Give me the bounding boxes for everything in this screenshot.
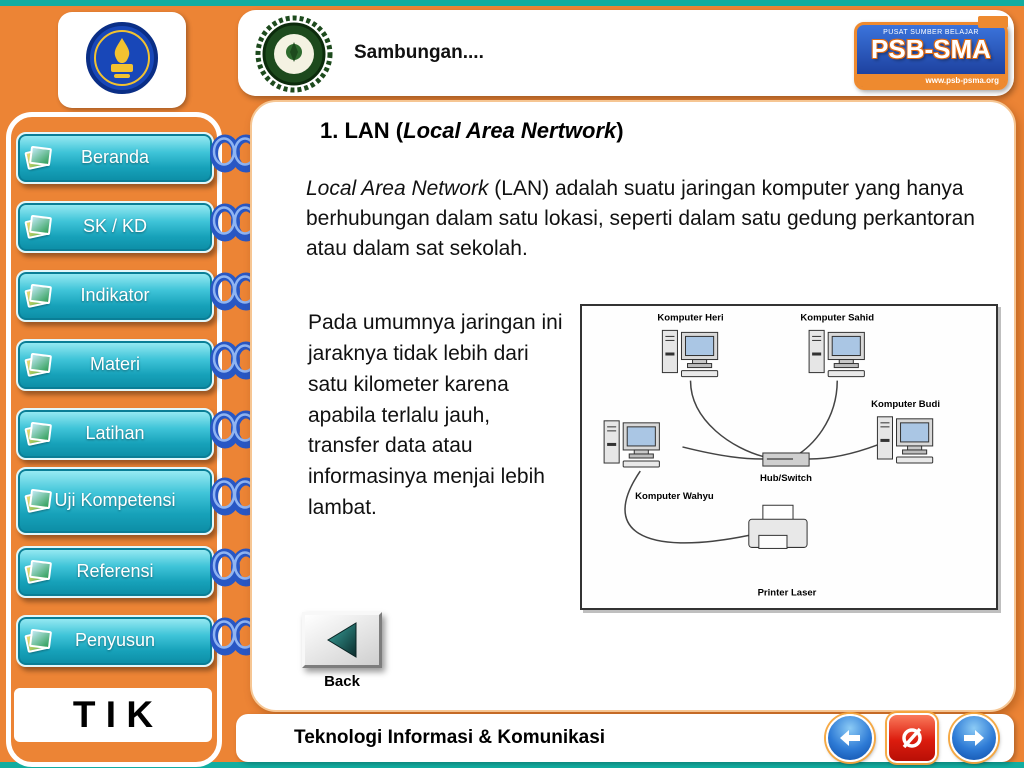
- sidebar-row: [16, 467, 266, 531]
- back-arrow-icon: [324, 620, 360, 660]
- sidebar-item-indikator[interactable]: [16, 270, 214, 322]
- sidebar-item-label: Materi: [89, 354, 140, 375]
- back-button[interactable]: [302, 612, 382, 668]
- sidebar-footer-tik: [14, 688, 212, 742]
- sidebar-row: [16, 201, 266, 249]
- sidebar-row: [16, 270, 266, 318]
- title-italic: Local Area Nertwork: [403, 118, 617, 143]
- diagram-label-printer: Printer Laser: [757, 587, 817, 599]
- photos-stack-icon: [25, 561, 51, 583]
- computer-icon: [809, 330, 864, 376]
- power-off-icon: [898, 726, 926, 750]
- psb-badge-url: www.psb-psma.org: [857, 74, 1005, 87]
- computer-icon: [604, 421, 659, 467]
- sidebar-item-sk-kd[interactable]: [16, 201, 214, 253]
- header-bar: [238, 10, 1014, 96]
- sidebar-item-penyusun[interactable]: [16, 615, 214, 667]
- sidebar-item-label: Uji Kompetensi: [54, 490, 176, 511]
- sidebar-item-latihan[interactable]: [16, 408, 214, 460]
- intro-paragraph: [306, 174, 1008, 263]
- sidebar-row: [16, 132, 266, 180]
- back-control: [300, 612, 384, 690]
- slide-nav: [826, 713, 998, 763]
- title-suffix: ): [616, 118, 624, 143]
- sidebar-item-beranda[interactable]: [16, 132, 214, 184]
- body-paragraph: Pada umumnya jaringan ini jaraknya tidak lebih dari satu kilometer karena apabila terlalu jauh, transfer data atau informasinya menjai lebih lambat.: [308, 311, 563, 520]
- tut-wuri-handayani-logo-icon: [80, 16, 164, 105]
- sidebar-item-referensi[interactable]: [16, 546, 214, 598]
- exit-button[interactable]: [887, 713, 937, 763]
- photos-stack-icon: [25, 147, 51, 169]
- page-title: [320, 118, 624, 144]
- sidebar-row: [16, 546, 266, 594]
- tik-label: T I K: [72, 694, 154, 735]
- sidebar-row: [16, 615, 266, 663]
- school-crest-logo-icon: [254, 14, 334, 99]
- photos-stack-icon: [25, 354, 51, 376]
- sidebar-item-label: Beranda: [80, 147, 150, 168]
- sidebar-row: [16, 339, 266, 387]
- arrow-right-icon: [961, 728, 987, 748]
- ministry-logo-panel: [58, 12, 186, 108]
- computer-icon: [877, 417, 932, 463]
- sidebar-item-label: Indikator: [80, 285, 150, 306]
- sidebar-item-uji-kompetensi[interactable]: [16, 467, 214, 535]
- footer-bar: [236, 714, 1014, 762]
- psb-badge-line1: PUSAT SUMBER BELAJAR: [883, 29, 979, 36]
- top-edge-strip: [0, 0, 1024, 6]
- psb-badge-name: PSB-SMA: [871, 34, 991, 64]
- psb-sma-badge: [854, 22, 1008, 90]
- psb-badge-tab: [978, 16, 1008, 28]
- printer-icon: [749, 505, 807, 548]
- photos-stack-icon: [25, 423, 51, 445]
- sidebar-item-label: SK / KD: [82, 216, 148, 237]
- photos-stack-icon: [25, 285, 51, 307]
- content-panel: [250, 100, 1016, 712]
- lan-network-diagram: [580, 304, 998, 610]
- diagram-label-computer-budi: Komputer Budi: [871, 398, 940, 410]
- slide-subtitle: Sambungan....: [354, 42, 484, 63]
- diagram-label-computer-sahid: Komputer Sahid: [800, 312, 875, 324]
- sidebar-item-label: Referensi: [76, 561, 154, 582]
- paragraph1-italic-lead: Local Area Network: [306, 177, 489, 200]
- diagram-label-computer-wahyu: Komputer Wahyu: [635, 491, 714, 503]
- arrow-left-icon: [837, 728, 863, 748]
- photos-stack-icon: [25, 630, 51, 652]
- lan-diagram-svg: [582, 306, 996, 608]
- paragraph1-rest: (LAN) adalah suatu jaringan komputer yang hanya berhubungan dalam satu lokasi, seperti dalam satu gedung perkantoran atau dalam sat sekolah.: [306, 177, 975, 260]
- computer-icon: [662, 330, 717, 376]
- sidebar-item-materi[interactable]: [16, 339, 214, 391]
- sidebar-item-label: Penyusun: [74, 630, 156, 651]
- photos-stack-icon: [25, 490, 51, 512]
- sidebar-item-label: Latihan: [85, 423, 145, 444]
- title-prefix: 1. LAN (: [320, 118, 404, 143]
- photos-stack-icon: [25, 216, 51, 238]
- diagram-label-hub: Hub/Switch: [760, 473, 812, 485]
- sidebar-row: [16, 408, 266, 456]
- diagram-label-computer-heri: Komputer Heri: [657, 312, 724, 324]
- back-label: Back: [324, 673, 360, 690]
- next-slide-button[interactable]: [950, 714, 998, 762]
- previous-slide-button[interactable]: [826, 714, 874, 762]
- footer-title: Teknologi Informasi & Komunikasi: [294, 727, 606, 748]
